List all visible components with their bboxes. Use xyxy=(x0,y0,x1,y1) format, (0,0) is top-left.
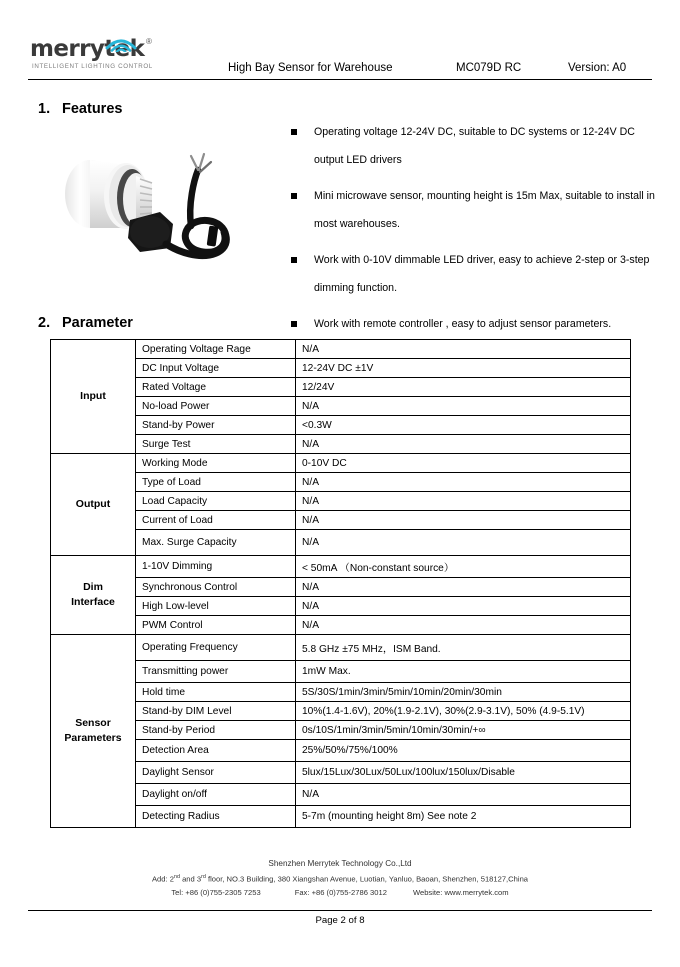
features-section-number: 1. xyxy=(38,101,51,117)
page-number: Page 2 of 8 xyxy=(315,915,365,926)
features-section-title: Features xyxy=(62,101,123,117)
group-label-line2: Parameters xyxy=(64,732,122,744)
table-row xyxy=(51,378,631,397)
footer-address-ordinal-2: rd xyxy=(201,874,206,880)
footer-tel: Tel: +86 (0)755-2305 7253 xyxy=(171,888,261,898)
param-name: Stand-by DIM Level xyxy=(136,702,296,721)
param-name: Working Mode xyxy=(136,454,296,473)
footer-address xyxy=(28,871,652,886)
table-row xyxy=(51,416,631,435)
param-value: < 50mA （Non-constant source） xyxy=(296,556,631,578)
param-value: 1mW Max. xyxy=(296,661,631,683)
footer-address-mid: and 3 xyxy=(179,874,202,884)
table-row xyxy=(51,359,631,378)
param-name: Stand-by Period xyxy=(136,721,296,740)
param-value: N/A xyxy=(296,578,631,597)
param-name: PWM Control xyxy=(136,616,296,635)
product-photo xyxy=(48,132,278,297)
param-value: N/A xyxy=(296,473,631,492)
param-name: Surge Test xyxy=(136,435,296,454)
feature-list-item xyxy=(288,310,660,338)
header-version: Version: A0 xyxy=(568,62,627,74)
param-name: Detection Area xyxy=(136,740,296,762)
param-value: N/A xyxy=(296,340,631,359)
param-value: 5lux/15Lux/30Lux/50Lux/100lux/150lux/Disable xyxy=(296,762,631,784)
param-name: Rated Voltage xyxy=(136,378,296,397)
param-value: N/A xyxy=(296,784,631,806)
param-value: 12-24V DC ±1V xyxy=(296,359,631,378)
param-name: Daylight Sensor xyxy=(136,762,296,784)
group-label-dim-interface xyxy=(51,556,136,635)
param-name: Detecting Radius xyxy=(136,806,296,828)
group-label-line2: Interface xyxy=(71,596,115,608)
param-name: Operating Voltage Rage xyxy=(136,340,296,359)
param-value: N/A xyxy=(296,511,631,530)
header-divider xyxy=(28,79,652,80)
param-value: <0.3W xyxy=(296,416,631,435)
param-name: Operating Frequency xyxy=(136,635,296,661)
footer-address-ordinal-1: nd xyxy=(173,874,180,880)
table-row xyxy=(51,740,631,762)
param-name: Synchronous Control xyxy=(136,578,296,597)
param-name: No-load Power xyxy=(136,397,296,416)
features-section-heading xyxy=(38,101,122,117)
table-row xyxy=(51,597,631,616)
brand-logo xyxy=(30,32,180,78)
table-row xyxy=(51,784,631,806)
param-name: High Low-level xyxy=(136,597,296,616)
param-name: Transmitting power xyxy=(136,661,296,683)
param-name: Daylight on/off xyxy=(136,784,296,806)
feature-list-item xyxy=(288,182,660,238)
group-label-input: Input xyxy=(51,340,136,454)
param-value: 0s/10S/1min/3min/5min/10min/30min/+∞ xyxy=(296,721,631,740)
feature-text: Mini microwave sensor, mounting height is 15m Max, suitable to install in most warehouses. xyxy=(314,190,655,230)
param-value: 0-10V DC xyxy=(296,454,631,473)
group-label-output: Output xyxy=(51,454,136,556)
feature-text: Work with 0-10V dimmable LED driver, easy to achieve 2-step or 3-step dimming function. xyxy=(314,254,650,294)
parameter-section-heading xyxy=(38,315,133,331)
footer-fax: Fax: +86 (0)755-2786 3012 xyxy=(294,888,387,898)
table-row xyxy=(51,511,631,530)
footer-divider xyxy=(28,910,652,911)
parameter-table xyxy=(50,339,631,828)
feature-text: Operating voltage 12-24V DC, suitable to DC systems or 12-24V DC output LED drivers xyxy=(314,126,635,166)
param-value: N/A xyxy=(296,597,631,616)
footer-website[interactable]: Website: www.merrytek.com xyxy=(412,888,509,898)
table-row xyxy=(51,340,631,359)
parameter-section-number: 2. xyxy=(38,315,51,331)
group-label-line1: Dim xyxy=(83,581,103,593)
page-footer xyxy=(28,856,652,900)
page-header xyxy=(28,30,652,80)
param-value: N/A xyxy=(296,530,631,556)
table-row xyxy=(51,806,631,828)
param-name: Hold time xyxy=(136,683,296,702)
table-row xyxy=(51,635,631,661)
footer-address-prefix: Add: 2 xyxy=(151,874,174,884)
param-name: Max. Surge Capacity xyxy=(136,530,296,556)
table-row xyxy=(51,454,631,473)
param-name: 1-10V Dimming xyxy=(136,556,296,578)
table-row xyxy=(51,473,631,492)
logo-tagline: INTELLIGENT LIGHTING CONTROL xyxy=(32,63,153,70)
table-row xyxy=(51,762,631,784)
param-value: 5S/30S/1min/3min/5min/10min/20min/30min xyxy=(296,683,631,702)
table-row xyxy=(51,616,631,635)
table-row xyxy=(51,397,631,416)
square-bullet-icon xyxy=(291,321,297,327)
square-bullet-icon xyxy=(291,193,297,199)
param-value: N/A xyxy=(296,397,631,416)
param-name: Stand-by Power xyxy=(136,416,296,435)
footer-contact xyxy=(28,886,652,900)
table-row xyxy=(51,578,631,597)
table-row xyxy=(51,721,631,740)
param-name: DC Input Voltage xyxy=(136,359,296,378)
table-row xyxy=(51,530,631,556)
param-value: N/A xyxy=(296,492,631,511)
header-model-number: MC079D RC xyxy=(456,62,522,74)
square-bullet-icon xyxy=(291,129,297,135)
footer-address-rest: floor, NO.3 Building, 380 Xiangshan Avenue, Luotian, Yanluo, Baoan, Shenzhen, 518127,China xyxy=(205,874,529,884)
table-row xyxy=(51,683,631,702)
param-value: 10%(1.4-1.6V), 20%(1.9-2.1V), 30%(2.9-3.1V), 50% (4.9-5.1V) xyxy=(296,702,631,721)
param-name: Type of Load xyxy=(136,473,296,492)
footer-company-name: Shenzhen Merrytek Technology Co.,Ltd xyxy=(268,859,412,868)
param-value: N/A xyxy=(296,616,631,635)
feature-list-item xyxy=(288,246,660,302)
param-value: N/A xyxy=(296,435,631,454)
registered-trademark-icon: ® xyxy=(146,37,152,46)
header-document-title: High Bay Sensor for Warehouse xyxy=(228,62,393,74)
wifi-waves-icon xyxy=(104,32,138,52)
param-name: Current of Load xyxy=(136,511,296,530)
logo-wordmark: merrytek xyxy=(30,36,145,62)
table-row xyxy=(51,435,631,454)
param-value: 5.8 GHz ±75 MHz，ISM Band. xyxy=(296,635,631,661)
group-label-sensor-parameters xyxy=(51,635,136,828)
param-name: Load Capacity xyxy=(136,492,296,511)
param-value: 5-7m (mounting height 8m) See note 2 xyxy=(296,806,631,828)
table-row xyxy=(51,661,631,683)
table-row xyxy=(51,492,631,511)
feature-text: Work with remote controller , easy to adjust sensor parameters. xyxy=(314,318,612,330)
feature-list-item xyxy=(288,118,660,174)
features-list xyxy=(288,118,660,346)
square-bullet-icon xyxy=(291,257,297,263)
table-row xyxy=(51,556,631,578)
group-label-line1: Sensor xyxy=(75,717,111,729)
param-value: 25%/50%/75%/100% xyxy=(296,740,631,762)
parameter-section-title: Parameter xyxy=(62,315,133,331)
table-row xyxy=(51,702,631,721)
param-value: 12/24V xyxy=(296,378,631,397)
